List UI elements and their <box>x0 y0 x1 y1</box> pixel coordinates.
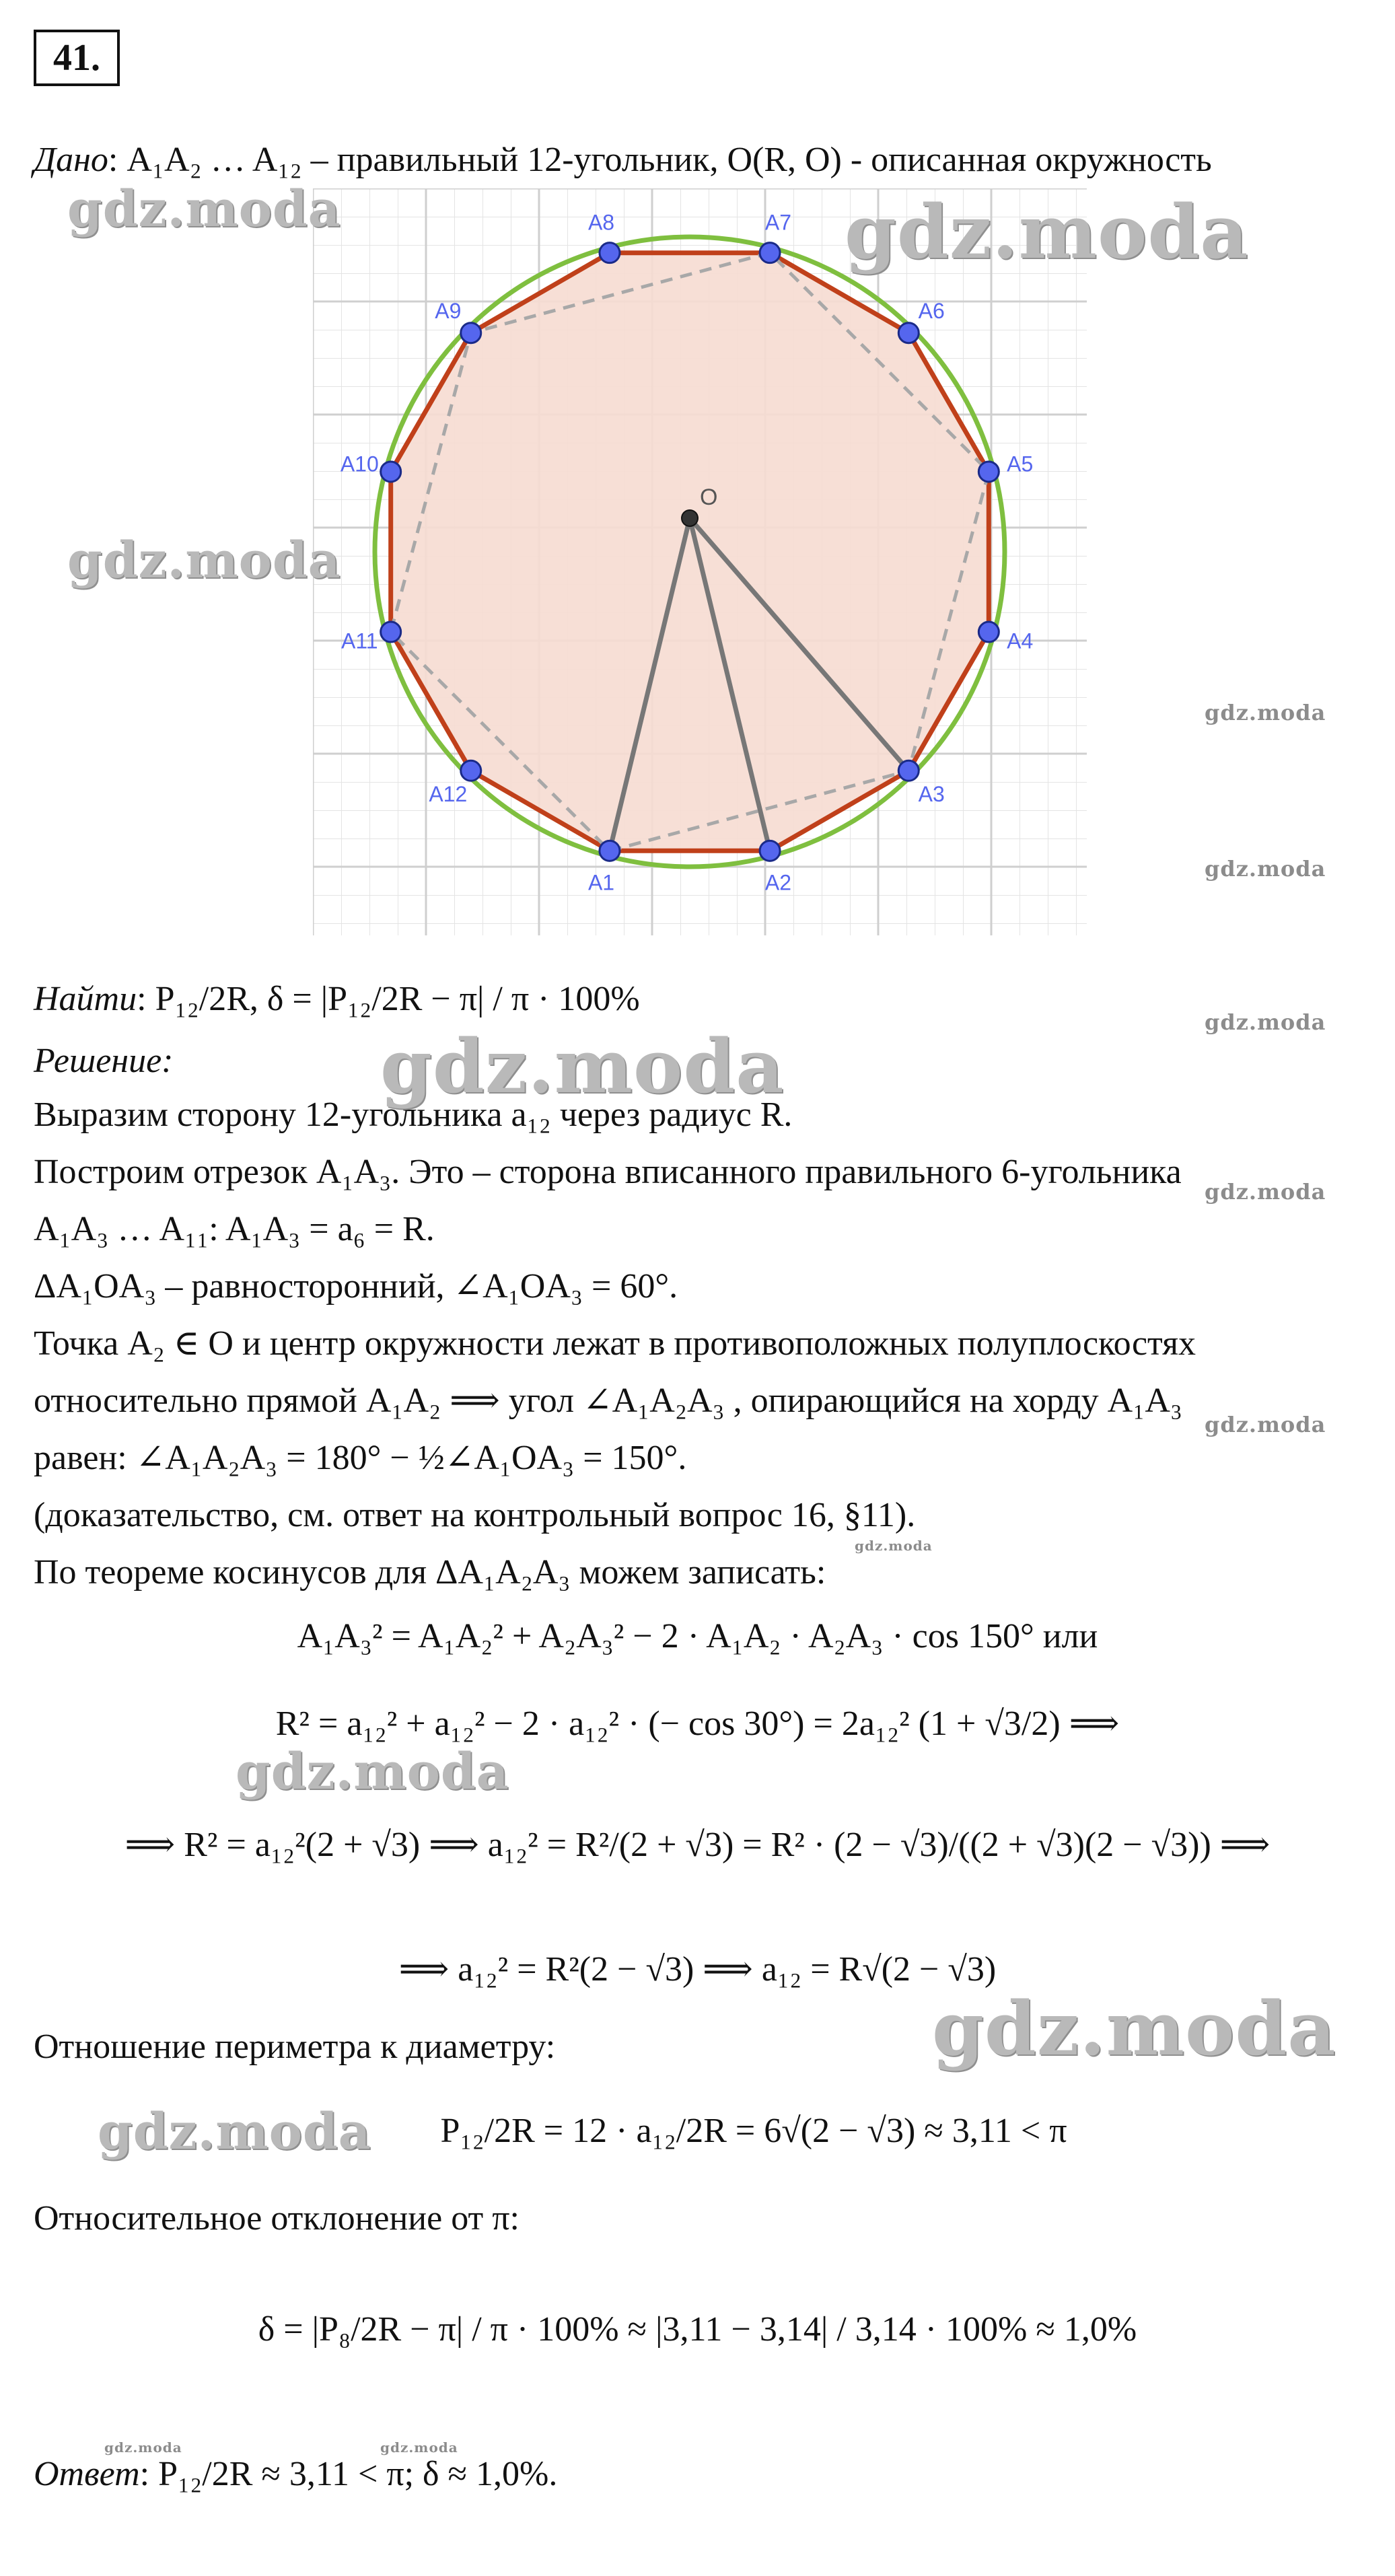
ratio-label: Отношение периметра к диаметру: <box>34 2028 556 2066</box>
dodecagon-figure <box>313 188 1087 935</box>
vertex-point <box>461 323 481 343</box>
answer-label: Ответ <box>34 2455 140 2493</box>
vertex-label: A9 <box>435 298 462 323</box>
watermark-logo: gdz.moda <box>98 2103 371 2161</box>
find-line: Найти: P₁₂/2R, δ = |P₁₂/2R − π| / π · 100% <box>34 980 640 1018</box>
vertex-label: A10 <box>340 452 379 476</box>
find-label: Найти <box>34 980 137 1018</box>
vertex-point <box>760 243 780 263</box>
solution-line: A₁A₃ … A₁₁: A₁A₃ = a₆ = R. <box>34 1210 435 1248</box>
formula-r-squared: R² = a₁₂² + a₁₂² − 2 · a₁₂² · (− cos 30°) = 2a₁₂² (1 + √3/2) ⟹ <box>275 1705 1120 1743</box>
watermark-logo: gdz.moda <box>380 2439 458 2456</box>
vertex-label: A8 <box>587 210 615 235</box>
solution-line: По теореме косинусов для ΔA₁A₂A₃ можем записать: <box>34 1553 826 1591</box>
formula-a12-squared: ⟹ R² = a₁₂²(2 + √3) ⟹ a₁₂² = R²/(2 + √3) = R² · (2 − √3)/((2 + √3)(2 − √3)) ⟹ <box>124 1826 1271 1864</box>
problem-number: 41. <box>34 30 120 86</box>
watermark-logo: gdz.moda <box>855 1538 933 1554</box>
find-text: P₁₂/2R, δ = |P₁₂/2R − π| / π · 100% <box>155 980 640 1018</box>
deviation-label: Относительное отклонение от π: <box>34 2199 520 2238</box>
vertex-label: A12 <box>429 782 468 807</box>
watermark-logo: gdz.moda <box>380 1023 785 1110</box>
watermark-logo: gdz.moda <box>1205 856 1326 882</box>
vertex-point <box>898 760 919 781</box>
vertex-label: A11 <box>341 629 378 653</box>
vertex-point <box>381 622 401 642</box>
given-label: Дано <box>34 141 108 179</box>
solution-line: Выразим сторону 12-угольника a₁₂ через радиус R. <box>34 1096 793 1134</box>
center-point <box>682 510 698 526</box>
vertex-label: A2 <box>764 870 792 895</box>
solution-lines <box>34 1094 1196 1608</box>
vertex-point <box>600 840 620 861</box>
vertex-point <box>898 323 919 343</box>
vertex-point <box>461 760 481 781</box>
formula-a12: ⟹ a₁₂² = R²(2 − √3) ⟹ a₁₂ = R√(2 − √3) <box>398 1950 997 1989</box>
center-label: O <box>700 485 718 510</box>
solution-line: Построим отрезок A₁A₃. Это – сторона вписанного правильного 6-угольника <box>34 1153 1182 1191</box>
vertex-point <box>978 462 999 482</box>
watermark-logo: gdz.moda <box>104 2439 182 2456</box>
watermark-logo: gdz.moda <box>1205 1009 1326 1035</box>
given-line <box>34 139 1212 182</box>
watermark-logo: gdz.moda <box>845 188 1249 275</box>
vertex-label: A3 <box>918 782 945 807</box>
watermark-logo: gdz.moda <box>67 532 341 589</box>
watermark-logo: gdz.moda <box>1205 700 1326 725</box>
formula-ratio: P₁₂/2R = 12 · a₁₂/2R = 6√(2 − √3) ≈ 3,11 < π <box>440 2112 1067 2150</box>
vertex-label: A5 <box>1007 452 1034 476</box>
vertex-label: A6 <box>918 298 945 323</box>
vertex-point <box>760 840 780 861</box>
watermark-logo: gdz.moda <box>932 1985 1336 2072</box>
formula-cosine-law: A₁A₃² = A₁A₂² + A₂A₃² − 2 · A₁A₂ · A₂A₃ · cos 150° или <box>297 1617 1098 1655</box>
formula-deviation: δ = |P₈/2R − π| / π · 100% ≈ |3,11 − 3,14| / 3,14 · 100% ≈ 1,0% <box>258 2310 1137 2349</box>
solution-label: Решение: <box>34 1042 174 1080</box>
solution-line: ΔA₁OA₃ – равносторонний, ∠A₁OA₃ = 60°. <box>34 1267 678 1305</box>
vertex-label: A4 <box>1007 629 1034 653</box>
answer-line <box>34 2453 557 2496</box>
vertex-label: A7 <box>764 210 792 235</box>
watermark-logo: gdz.moda <box>1205 1179 1326 1205</box>
solution-line: равен: ∠A₁A₂A₃ = 180° − ½∠A₁OA₃ = 150°. <box>34 1439 687 1477</box>
given-text: : A₁A₂ … A₁₂ – правильный 12-угольник, O(R, O) - описанная окружность <box>108 141 1212 179</box>
vertex-label: A1 <box>587 870 615 895</box>
vertex-point <box>381 462 401 482</box>
watermark-logo: gdz.moda <box>236 1743 509 1801</box>
watermark-logo: gdz.moda <box>1205 1412 1326 1437</box>
answer-text: : P₁₂/2R ≈ 3,11 < π; δ ≈ 1,0%. <box>139 2455 558 2493</box>
vertex-point <box>600 243 620 263</box>
solution-line: (доказательство, см. ответ на контрольный вопрос 16, §11). <box>34 1496 916 1534</box>
watermark-logo: gdz.moda <box>67 180 341 238</box>
vertex-point <box>978 622 999 642</box>
solution-line: Точка A₂ ∈ O и центр окружности лежат в противоположных полуплоскостях <box>34 1324 1196 1363</box>
solution-line: относительно прямой A₁A₂ ⟹ угол ∠A₁A₂A₃ , опирающийся на хорду A₁A₃ <box>34 1382 1183 1420</box>
